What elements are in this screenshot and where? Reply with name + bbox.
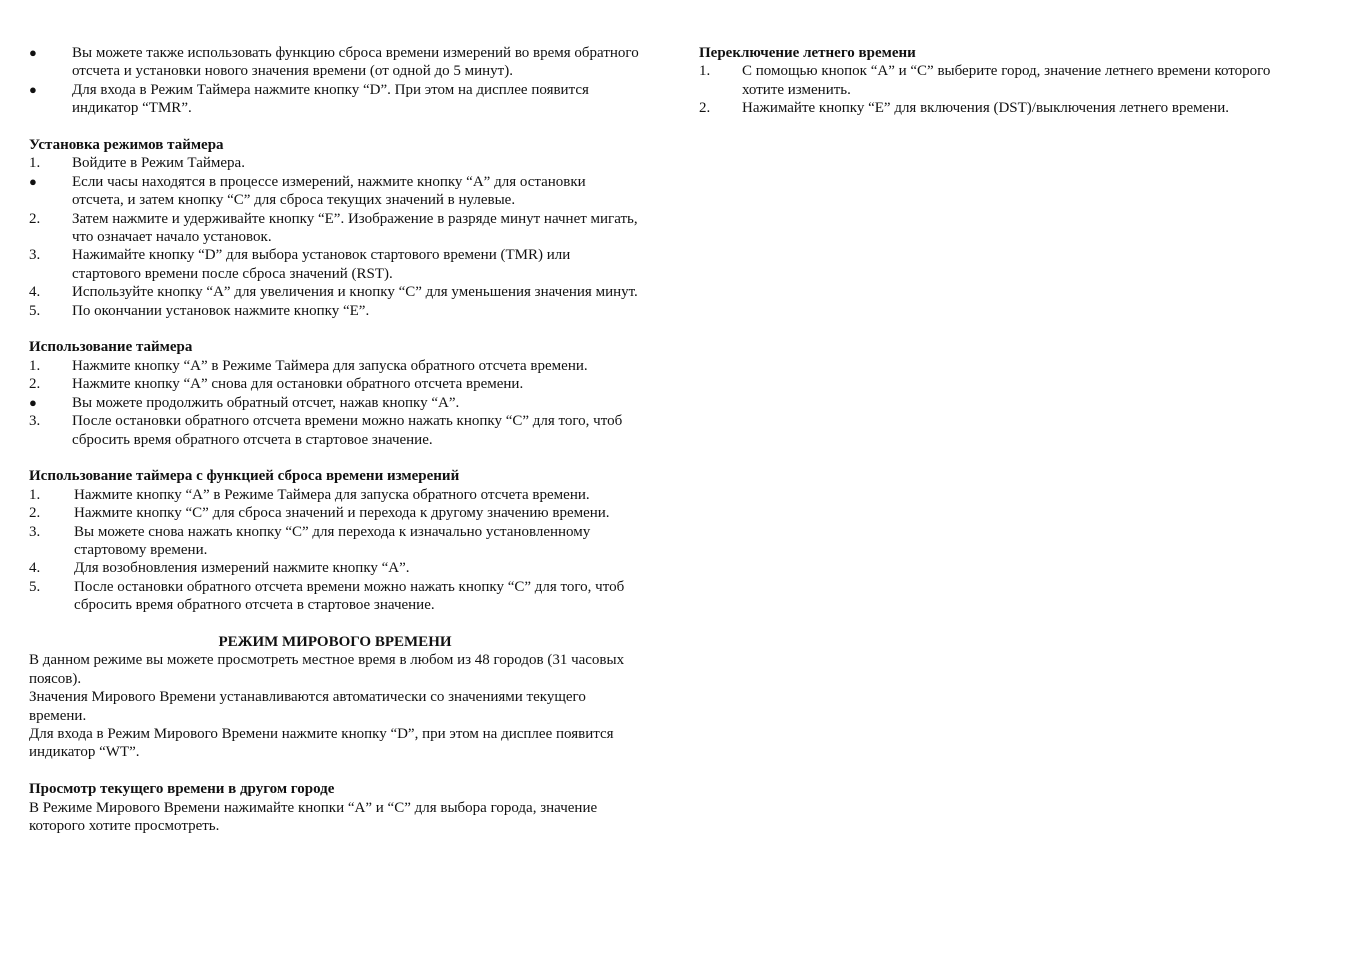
list-item [29,504,641,522]
section-heading-dst: Переключение летнего времени [699,45,916,61]
list-item-text: Для входа в Режим Таймера нажмите кнопку “D”. При этом на дисплее появится индикатор “TMR”. [72,81,589,117]
list-marker: 4. [29,560,41,577]
list-item [29,283,641,301]
list-item [699,99,1299,117]
list-item-text: Нажмите кнопку “C” для сброса значений и перехода к другому значению времени. [74,505,610,522]
list-item-text: Затем нажмите и удерживайте кнопку “E”. Изображение в разряде минут начнет мигать, что означает начало установок. [72,210,638,246]
list-item [29,210,641,247]
list-item-text: Вы можете продолжить обратный отсчет, нажав кнопку “A”. [72,394,460,411]
list-marker: 3. [29,247,41,264]
section-heading-other-city: Просмотр текущего времени в другом городе [29,781,335,798]
list-item-text: Вы можете снова нажать кнопку “C” для перехода к изначально установленному стартовому времени. [74,523,591,558]
bullet-marker: ● [29,45,37,60]
list-marker: 3. [29,413,41,430]
list-item-text: После остановки обратного отсчета времени можно нажать кнопку “C” для того, чтоб сбросить время обратного отсчета в стартовое значение. [72,413,623,448]
paragraph: Значения Мирового Времени устанавливаются автоматически со значениями текущего времени. [29,689,586,724]
list-item-text: Если часы находятся в процессе измерений, нажмите кнопку “A” для остановки отсчета, и затем кнопку “C” для сброса текущих значений в нулевые. [72,173,586,209]
list-item-text: Нажмите кнопку “A” снова для остановки обратного отсчета времени. [72,376,524,393]
paragraph: Для входа в Режим Мирового Времени нажмите кнопку “D”, при этом на дисплее появится индикатор “WT”. [29,725,614,761]
list-item [29,302,641,320]
list-item [29,154,641,172]
list-item [29,357,641,375]
list-item-text: Вы можете также использовать функцию сброса времени измерений во время обратного отсчета и установки нового значения времени (от одной до 5 минут). [72,45,639,80]
list-item-text: Нажимайте кнопку “E” для включения (DST)/выключения летнего времени. [742,100,1230,117]
list-marker: 1. [29,486,41,503]
list-marker: 2. [29,376,41,393]
list-item [29,173,641,210]
list-marker: 5. [29,302,41,319]
list-item-text: После остановки обратного отсчета времени можно нажать кнопку “C” для того, чтоб сбросить время обратного отсчета в стартовое значение. [74,578,625,614]
list-item-text: Нажимайте кнопку “D” для выбора установок стартового времени (TMR) или стартового времени после сброса значений (RST). [72,247,571,282]
list-item [699,62,1299,99]
section-heading-timer-reset: Использование таймера с функцией сброса времени измерений [29,468,460,485]
list-marker: 1. [29,155,41,172]
intro-bullet-2 [29,81,641,118]
list-marker: 3. [29,523,41,540]
bullet-marker: ● [29,394,37,410]
list-item [29,486,641,504]
list-item-text: Войдите в Режим Таймера. [72,155,245,172]
section-heading-timer-use: Использование таймера [29,339,193,356]
left-column [29,44,641,835]
section-heading-timer-settings: Установка режимов таймера [29,137,224,154]
list-item [29,412,641,449]
list-item-text: Нажмите кнопку “A” в Режиме Таймера для запуска обратного отсчета времени. [74,486,590,503]
paragraph: В данном режиме вы можете просмотреть местное время в любом из 48 городов (31 часовых поясов). [29,652,625,687]
list-item [29,559,641,577]
list-item [29,394,641,412]
list-marker: 2. [29,505,41,522]
intro-bullet-1 [29,44,641,81]
list-marker: 4. [29,284,41,301]
list-item-text: Нажмите кнопку “A” в Режиме Таймера для запуска обратного отсчета времени. [72,357,588,374]
list-item [29,375,641,393]
list-item-text: Для возобновления измерений нажмите кнопку “A”. [74,560,410,577]
section-heading-world-time: РЕЖИМ МИРОВОГО ВРЕМЕНИ [218,633,452,650]
list-marker: 1. [29,357,41,374]
list-marker: 5. [29,578,41,595]
list-item [29,246,641,283]
list-item-text: Используйте кнопку “A” для увеличения и кнопку “C” для уменьшения значения минут. [72,284,638,301]
list-marker: 1. [699,63,711,80]
list-item [29,578,641,615]
list-marker: 2. [29,210,41,227]
list-item-text: По окончании установок нажмите кнопку “E”. [72,302,370,319]
list-item [29,523,641,560]
list-item-text: С помощью кнопок “A” и “C” выберите город, значение летнего времени которого хотите изменить. [742,63,1271,98]
bullet-marker: ● [29,81,37,97]
paragraph: В Режиме Мирового Времени нажимайте кнопки “A” и “C” для выбора города, значение которого хотите просмотреть. [29,799,598,834]
right-column [699,44,1299,118]
bullet-marker: ● [29,173,37,189]
list-marker: 2. [699,100,711,117]
